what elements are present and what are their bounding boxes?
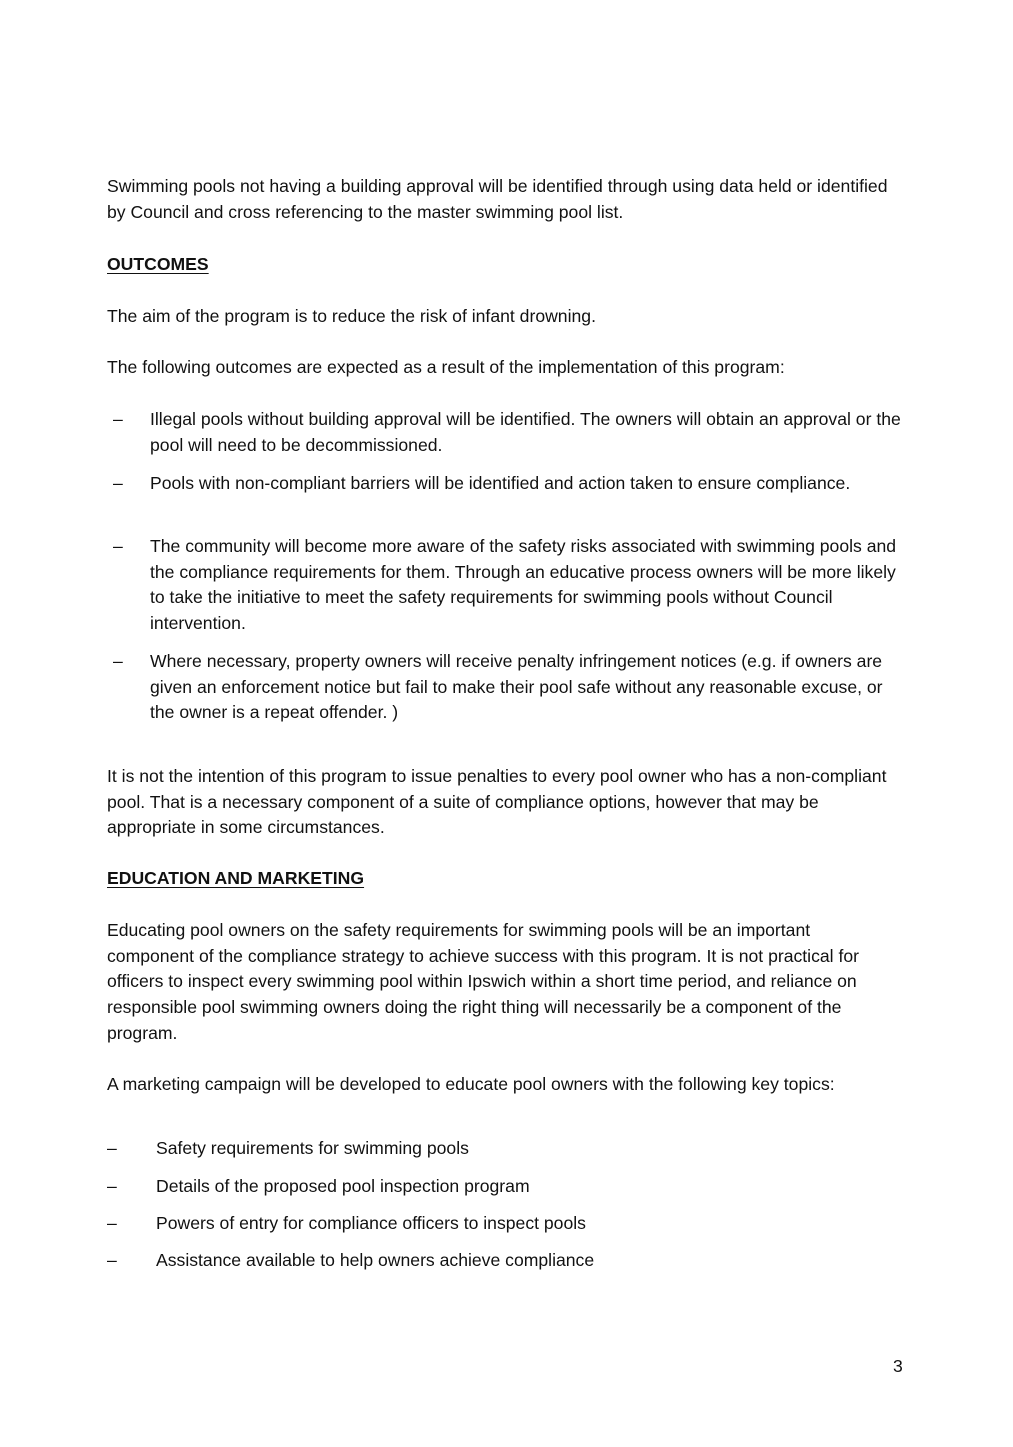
outcome-item	[113, 534, 902, 638]
bullet-dash: –	[107, 1138, 117, 1158]
outcome-item-text: The community will become more aware of the safety risks associated with swimming pools and the compliance requirements for them. Through an educative process owners will be more likely to take the initiative to meet the safety requirements for swimming pools without Council intervention.	[150, 536, 897, 634]
outcomes-heading: OUTCOMES	[107, 254, 209, 274]
topic-item-text: Powers of entry for compliance officers to inspect pools	[156, 1213, 586, 1233]
bullet-dash: –	[107, 1250, 117, 1270]
bullet-dash: –	[113, 409, 123, 429]
topic-item-text: Safety requirements for swimming pools	[156, 1138, 469, 1158]
topic-item-text: Details of the proposed pool inspection program	[156, 1176, 530, 1196]
outcome-item-text: Illegal pools without building approval will be identified. The owners will obtain an approval or the pool will need to be decommissioned.	[150, 409, 901, 455]
page-number: 3	[893, 1356, 903, 1376]
education-paragraph: Educating pool owners on the safety requirements for swimming pools will be an important component of the compliance strategy to achieve success with this program. It is not practical for officers to inspect every swimming pool within Ipswich within a short time period, and reliance on responsible pool swimming owners doing the right thing will necessarily be a component of the program.	[107, 920, 859, 1043]
bullet-dash: –	[107, 1213, 117, 1233]
bullet-dash: –	[113, 536, 123, 556]
education-heading: EDUCATION AND MARKETING	[107, 868, 365, 888]
topic-item	[107, 1174, 896, 1200]
topic-item	[107, 1136, 896, 1162]
outcome-item	[113, 649, 902, 727]
intro-paragraph: Swimming pools not having a building approval will be identified through using data held or identified by Council and cross referencing to the master swimming pool list.	[107, 176, 888, 222]
bullet-dash: –	[107, 1176, 117, 1196]
topic-item	[107, 1211, 896, 1237]
bullet-dash: –	[113, 473, 123, 493]
outcome-item	[113, 471, 902, 523]
topic-item-text: Assistance available to help owners achieve compliance	[156, 1250, 595, 1270]
outcomes-lead-in: The following outcomes are expected as a result of the implementation of this program:	[107, 357, 785, 377]
outcomes-closing-paragraph: It is not the intention of this program to issue penalties to every pool owner who has a non-compliant pool. That is a necessary component of a suite of compliance options, however that may be appropriate in some circumstances.	[107, 766, 887, 838]
outcomes-aim-paragraph: The aim of the program is to reduce the risk of infant drowning.	[107, 306, 596, 326]
outcome-item-text: Pools with non-compliant barriers will be identified and action taken to ensure compliance.	[150, 473, 851, 493]
education-lead-in: A marketing campaign will be developed to educate pool owners with the following key topics:	[107, 1074, 835, 1094]
outcome-item	[113, 407, 902, 459]
bullet-dash: –	[113, 651, 123, 671]
outcome-item-text: Where necessary, property owners will receive penalty infringement notices (e.g. if owners are given an enforcement notice but fail to make their pool safe without any reasonable excuse, or the owner is a repeat offender. )	[150, 651, 883, 723]
topic-item	[107, 1248, 896, 1274]
